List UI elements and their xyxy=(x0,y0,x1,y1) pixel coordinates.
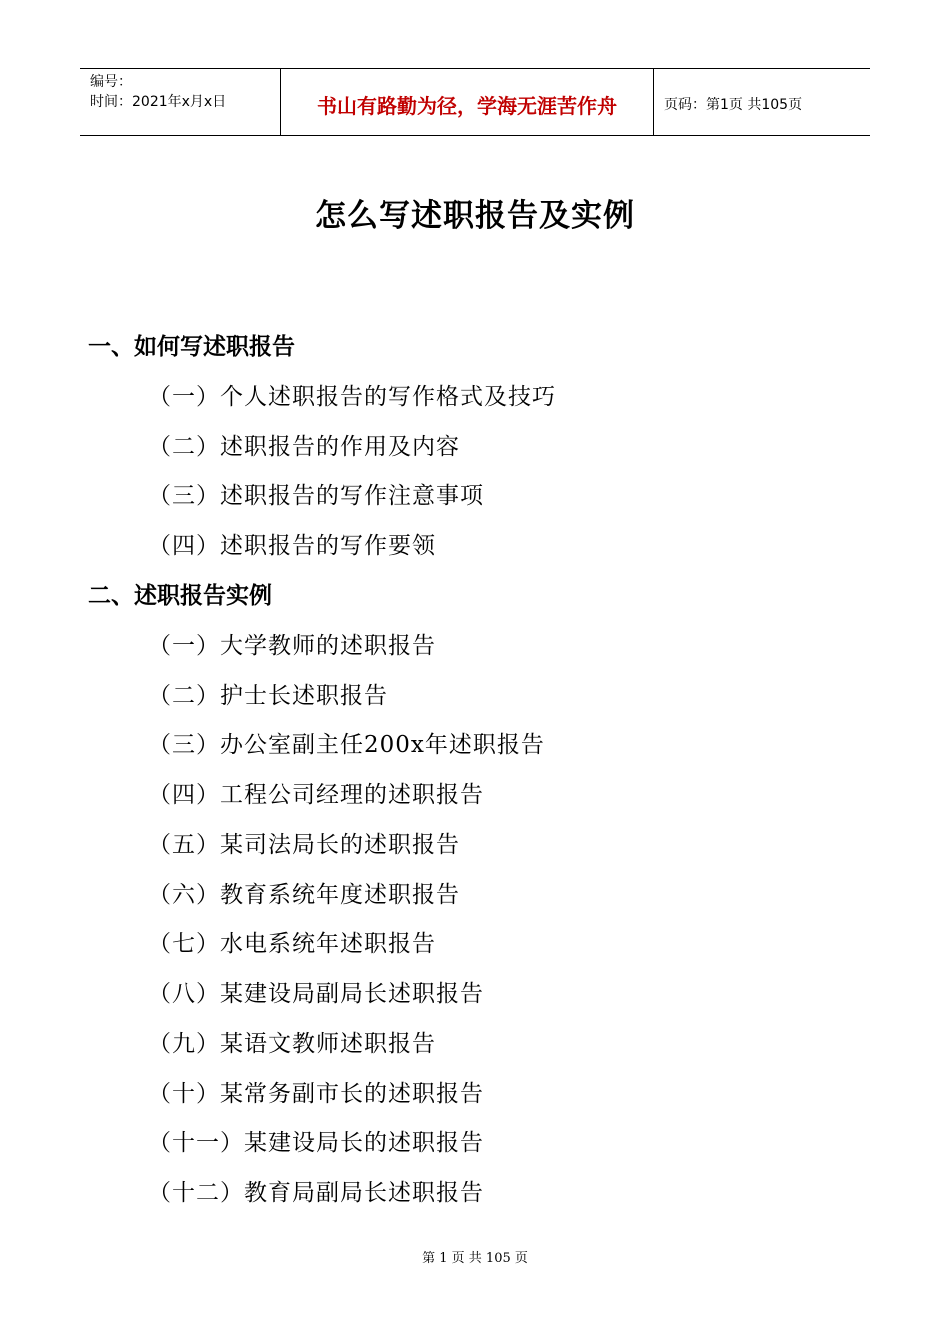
header-page-info: 页码：第1页 共105页 xyxy=(664,97,803,113)
toc-item: （二）护士长述职报告 xyxy=(148,683,388,709)
toc-item: （三）办公室副主任200x年述职报告 xyxy=(148,732,545,758)
page-footer: 第 1 页 共 105 页 xyxy=(422,1251,528,1266)
toc-item: （十）某常务副市长的述职报告 xyxy=(148,1081,484,1107)
toc-item: （三）述职报告的写作注意事项 xyxy=(148,483,484,509)
toc-item: （一）个人述职报告的写作格式及技巧 xyxy=(148,384,556,410)
document-date-label: 时间：2021年x月x日 xyxy=(90,94,227,110)
document-title: 怎么写述职报告及实例 xyxy=(315,198,635,234)
toc-item: （十一）某建设局长的述职报告 xyxy=(148,1130,484,1156)
toc-item: （十二）教育局副局长述职报告 xyxy=(148,1180,484,1206)
toc-item: （九）某语文教师述职报告 xyxy=(148,1031,436,1057)
toc-item: （六）教育系统年度述职报告 xyxy=(148,882,460,908)
toc-item: （四）述职报告的写作要领 xyxy=(148,533,436,559)
toc-item: （五）某司法局长的述职报告 xyxy=(148,832,460,858)
toc-item: （一）大学教师的述职报告 xyxy=(148,633,436,659)
header-meta-cell xyxy=(80,69,281,135)
header-motto: 书山有路勤为径，学海无涯苦作舟 xyxy=(281,69,654,135)
toc-item: （二）述职报告的作用及内容 xyxy=(148,434,460,460)
toc-item: （七）水电系统年述职报告 xyxy=(148,931,436,957)
section-heading-1: 一、如何写述职报告 xyxy=(88,334,295,360)
toc-item: （四）工程公司经理的述职报告 xyxy=(148,782,484,808)
document-header xyxy=(80,68,870,136)
toc-item: （八）某建设局副局长述职报告 xyxy=(148,981,484,1007)
document-number-label: 编号： xyxy=(90,74,132,90)
section-heading-2: 二、述职报告实例 xyxy=(88,583,272,609)
